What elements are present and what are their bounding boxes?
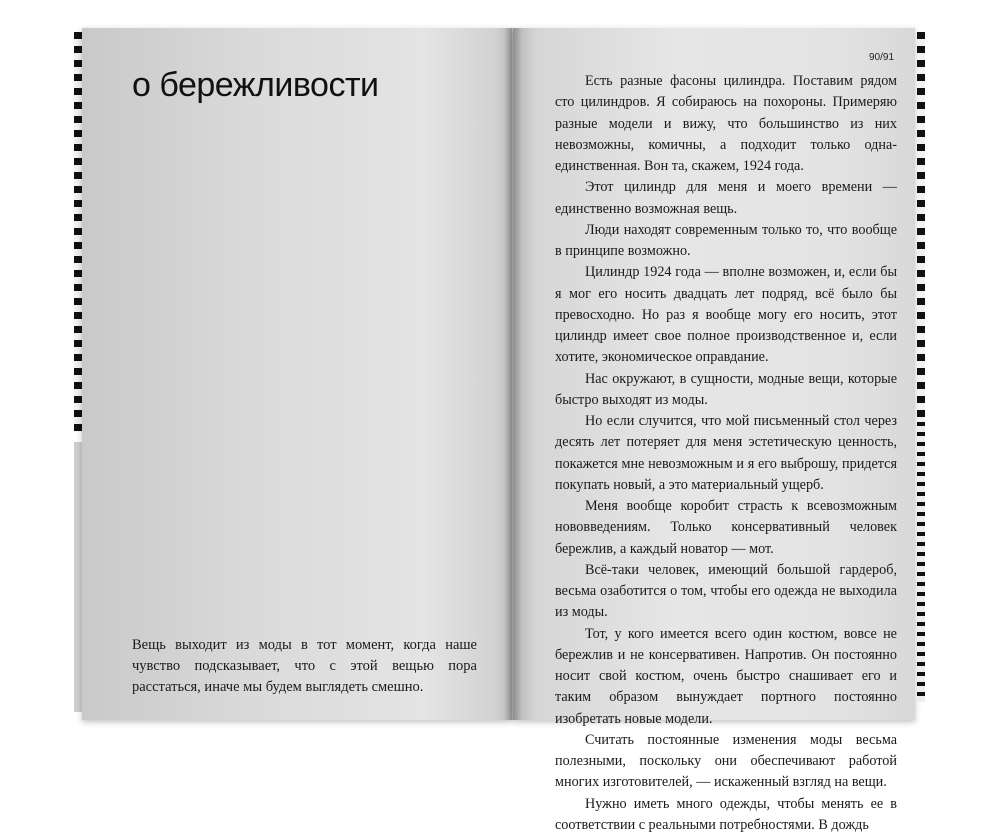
- paragraph: Считать постоянные изменения моды весьма полезными, поскольку они обеспечивают работой многих изготовителей, — искаженный взгляд на вещи.: [555, 730, 897, 794]
- page-edge-left-lower: [74, 442, 82, 712]
- page-edge-stripes-left: [74, 32, 82, 432]
- right-page: [513, 28, 915, 720]
- paragraph: Всё-таки человек, имеющий большой гардероб, весьма озаботится о том, чтобы его одежда не выходила из моды.: [555, 560, 897, 624]
- epigraph: Вещь выходит из моды в тот момент, когда наше чувство подсказывает, что с этой вещью пора расстаться, иначе мы будем выглядеть смешно.: [132, 635, 477, 698]
- paragraph: Цилиндр 1924 года — вполне возможен, и, если бы я мог его носить двадцать лет подряд, всё было бы превосходно. Но раз я вообще могу его носить, этот цилиндр имеет свое полное производственное и, если хотите, экономическое оправдание.: [555, 262, 897, 368]
- open-book: [70, 22, 930, 727]
- paragraph: Этот цилиндр для меня и моего времени — единственно возможная вещь.: [555, 177, 897, 220]
- paragraph: Меня вообще коробит страсть к всевозможным нововведениям. Только консервативный человек бережлив, а каждый новатор — мот.: [555, 496, 897, 560]
- body-text: [555, 71, 897, 836]
- chapter-title: о бережливости: [132, 66, 379, 105]
- page-number: 90/91: [869, 52, 894, 63]
- page-edge-right-lower: [917, 422, 925, 702]
- book-gutter: [504, 28, 522, 720]
- paragraph: Но если случится, что мой письменный стол через десять лет потеряет для меня эстетическую ценность, покажется мне невозможным и я его выброшу, придется покупать новый, а это материальный ущерб.: [555, 411, 897, 496]
- paragraph: Нужно иметь много одежды, чтобы менять ее в соответствии с реальными потребностями. В дождь: [555, 794, 897, 836]
- paragraph: Нас окружают, в сущности, модные вещи, которые быстро выходят из моды.: [555, 369, 897, 412]
- left-page: [82, 28, 512, 720]
- paragraph: Тот, у кого имеется всего один костюм, вовсе не бережлив и не консервативен. Напротив. Он постоянно носит свой костюм, очень быстро снашивает его и таким образом вынуждает портного постоянно изобретать новые модели.: [555, 624, 897, 730]
- paragraph: Есть разные фасоны цилиндра. Поставим рядом сто цилиндров. Я собираюсь на похороны. Примеряю разные модели и вижу, что большинство из них невозможны, комичны, а подходит только одна-единственная. Вон та, скажем, 1924 года.: [555, 71, 897, 177]
- paragraph: Люди находят современным только то, что вообще в принципе возможно.: [555, 220, 897, 263]
